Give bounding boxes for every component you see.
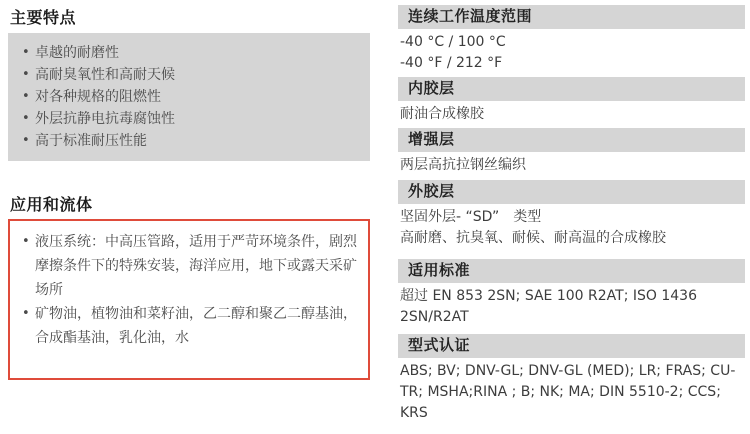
spec-section-header: 内胶层 — [398, 77, 745, 101]
bullet-icon: • — [22, 67, 30, 82]
spec-section-header: 连续工作温度范围 — [398, 5, 745, 29]
feature-item-label: 对各种规格的阻燃性 — [35, 89, 161, 105]
bullet-icon: • — [22, 89, 30, 104]
feature-item — [22, 86, 358, 108]
spec-section-header: 外胶层 — [398, 180, 745, 204]
application-item — [22, 302, 358, 350]
feature-item — [22, 108, 358, 130]
spec-section-outer-layer — [398, 180, 745, 249]
spec-section-header: 适用标准 — [398, 259, 745, 283]
spec-value: 高耐磨、抗臭氧、耐候、耐高温的合成橡胶 — [400, 230, 666, 246]
spec-section-body — [398, 155, 745, 176]
spec-section-header: 型式认证 — [398, 334, 745, 358]
application-item-label: 液压系统：中高压管路，适用于严苛环境条件，剧烈摩擦条件下的特殊安装，海洋应用，地下或露天采矿场所 — [35, 234, 357, 298]
spec-section-inner-layer — [398, 77, 745, 125]
features-title: 主要特点 — [10, 8, 77, 27]
spec-value: ABS; BV; DNV-GL; DNV-GL (MED); LR; FRAS; CU-TR; MSHA;RINA ; B; NK; MA; DIN 5510-2; CCS; KRS — [400, 363, 736, 421]
features-box — [8, 33, 370, 161]
spec-value: -40 °C / 100 °C — [400, 34, 506, 50]
spec-section-body — [398, 207, 745, 249]
feature-item-label: 外层抗静电抗毒腐蚀性 — [35, 111, 175, 127]
spec-value: -40 °F / 212 °F — [400, 55, 503, 71]
applications-highlight-box — [8, 219, 370, 380]
spec-section-temperature — [398, 5, 745, 74]
bullet-icon: • — [22, 111, 30, 126]
bullet-icon: • — [22, 234, 30, 249]
left-column — [8, 0, 370, 380]
feature-item-label: 高耐臭氧性和高耐天候 — [35, 67, 175, 83]
feature-item — [22, 64, 358, 86]
feature-item-label: 高于标准耐压性能 — [35, 133, 147, 149]
spec-section-certifications — [398, 334, 745, 424]
spec-section-reinforcement-layer — [398, 128, 745, 176]
spec-section-standards — [398, 259, 745, 328]
applications-title: 应用和流体 — [10, 195, 93, 214]
application-item — [22, 230, 358, 302]
application-item-label: 矿物油，植物油和菜籽油，乙二醇和聚乙二醇基油，合成酯基油，乳化油，水 — [35, 306, 357, 346]
spec-value: 两层高抗拉钢丝编织 — [400, 157, 526, 173]
bullet-icon: • — [22, 45, 30, 60]
spec-section-header: 增强层 — [398, 128, 745, 152]
bullet-icon: • — [22, 306, 30, 321]
bullet-icon: • — [22, 133, 30, 148]
spec-value: 坚固外层- “SD” 类型 — [400, 209, 542, 225]
spec-column — [398, 0, 745, 427]
feature-item — [22, 42, 358, 64]
spec-section-body — [398, 32, 745, 74]
spec-section-body — [398, 286, 745, 328]
spec-value: 耐油合成橡胶 — [400, 106, 484, 122]
feature-item — [22, 130, 358, 152]
feature-item-label: 卓越的耐磨性 — [35, 45, 119, 61]
spec-section-body — [398, 361, 745, 424]
spec-section-body — [398, 104, 745, 125]
spec-value: 超过 EN 853 2SN; SAE 100 R2AT; ISO 1436 2SN/R2AT — [400, 288, 697, 325]
